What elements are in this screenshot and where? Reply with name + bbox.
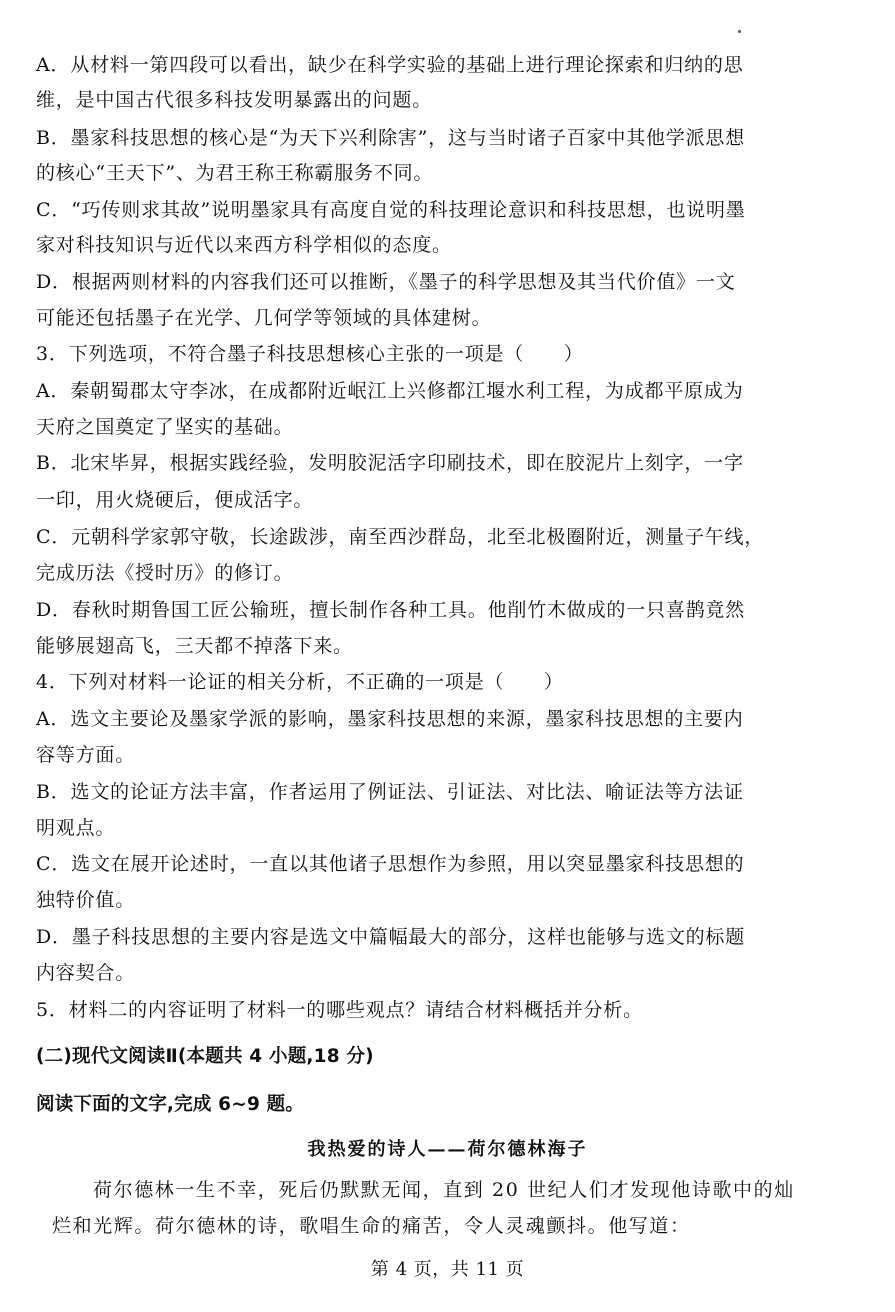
text-line: 独特价值。 [36, 889, 136, 911]
text-line: 家对科技知识与近代以来西方科学相似的态度。 [36, 234, 452, 256]
text-line: 维，是中国古代很多科技发明暴露出的问题。 [36, 89, 433, 111]
text-line: A．秦朝蜀郡太守李冰，在成都附近岷江上兴修都江堰水利工程，为成都平原成为 [36, 380, 744, 402]
text-line: D．墨子科技思想的主要内容是选文中篇幅最大的部分，这样也能够与选文的标题 [36, 926, 746, 948]
text-line: C．选文在展开论述时，一直以其他诸子思想作为参照，用以突显墨家科技思想的 [36, 853, 745, 875]
text-line: A．从材料一第四段可以看出，缺少在科学实验的基础上进行理论探索和归纳的思 [36, 54, 744, 76]
section-heading: (二)现代文阅读Ⅱ(本题共 4 小题,18 分) [36, 1046, 374, 1067]
text-line: 内容契合。 [36, 962, 136, 984]
text-line: 明观点。 [36, 817, 116, 839]
text-line: C．“巧传则求其故”说明墨家具有高度自觉的科技理论意识和科技思想，也说明墨 [36, 199, 746, 221]
text-line: D．春秋时期鲁国工匠公输班，擅长制作各种工具。他削竹木做成的一只喜鹊竟然 [36, 599, 746, 621]
article-paragraph-line: 烂和光辉。荷尔德林的诗，歌唱生命的痛苦，令人灵魂颤抖。他写道： [52, 1215, 691, 1237]
article-paragraph-line: 荷尔德林一生不幸，死后仍默默无闻，直到 20 世纪人们才发现他诗歌中的灿 [93, 1179, 795, 1201]
text-line: 天府之国奠定了坚实的基础。 [36, 416, 294, 438]
text-line: 的核心“王天下”、为君王称王称霸服务不同。 [36, 162, 434, 184]
text-line: 一印，用火烧硬后，便成活字。 [36, 489, 314, 511]
text-line: B．墨家科技思想的核心是“为天下兴利除害”，这与当时诸子百家中其他学派思想 [36, 127, 745, 149]
text-line: A．选文主要论及墨家学派的影响，墨家科技思想的来源，墨家科技思想的主要内 [36, 708, 744, 730]
scan-speck [738, 30, 741, 33]
question-3-stem: 3．下列选项，不符合墨子科技思想核心主张的一项是（ ） [36, 343, 584, 365]
text-line: B．北宋毕昇，根据实践经验，发明胶泥活字印刷技术，即在胶泥片上刻字，一字 [36, 452, 744, 474]
question-5-stem: 5．材料二的内容证明了材料一的哪些观点？请结合材料概括并分析。 [36, 999, 643, 1021]
page-number: 第 4 页，共 11 页 [370, 1259, 525, 1280]
text-line: C．元朝科学家郭守敬，长途跋涉，南至西沙群岛，北至北极圈附近，测量子午线， [36, 526, 765, 548]
text-line: B．选文的论证方法丰富，作者运用了例证法、引证法、对比法、喻证法等方法证 [36, 781, 744, 803]
article-title: 我热爱的诗人——荷尔德林海子 [307, 1139, 588, 1160]
text-line: D．根据两则材料的内容我们还可以推断，《墨子的科学思想及其当代价值》一文 [36, 271, 736, 293]
text-line: 能够展翅高飞，三天都不掉落下来。 [36, 635, 353, 657]
reading-instruction: 阅读下面的文字,完成 6~9 题。 [36, 1094, 305, 1115]
question-4-stem: 4．下列对材料一论证的相关分析，不正确的一项是（ ） [36, 671, 564, 693]
text-line: 可能还包括墨子在光学、几何学等领域的具体建树。 [36, 307, 492, 329]
text-line: 完成历法《授时历》的修订。 [36, 562, 294, 584]
text-line: 容等方面。 [36, 744, 136, 766]
